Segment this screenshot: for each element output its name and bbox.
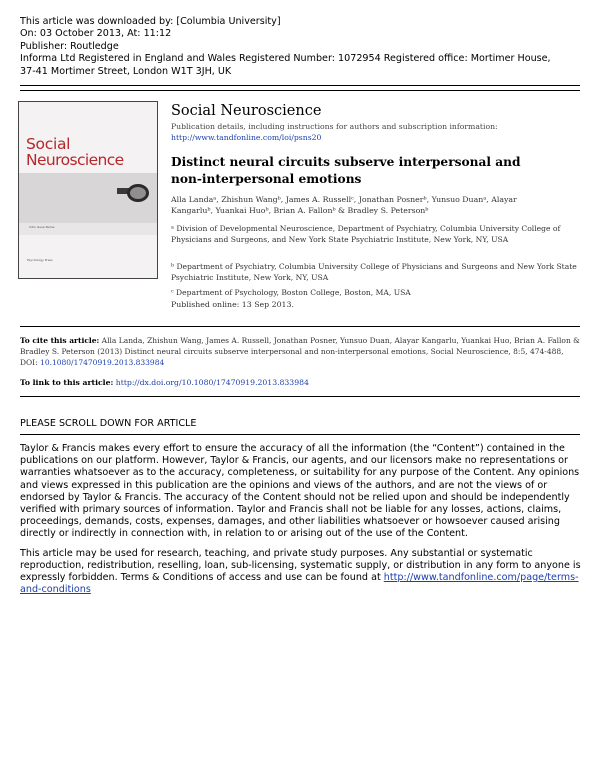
journal-name: Social Neuroscience [171,103,322,119]
authors-line1: Alla Landaᵃ, Zhishun Wangᵇ, James A. Russellᶜ, Jonathan Posnerᵇ, Yunsuo Duanᵃ, Alayar [171,195,517,204]
article-title-line2: non-interpersonal emotions [171,172,362,186]
header-divider-top [20,85,580,86]
disclaimer-paragraph-2 [20,548,588,597]
affiliation-a: ᵃ Division of Developmental Neuroscience, Department of Psychiatry, Columbia University College of Physicians and Surgeons, and New York State Psychiatric Institute, New York, NY, USA [171,224,561,244]
publication-details-text: Publication details, including instructions for authors and subscription information: [171,122,498,131]
publisher: Publisher: Routledge [20,40,119,52]
article-doi-url-link[interactable]: http://dx.doi.org/10.1080/17470919.2013.833984 [115,378,309,387]
publication-details [171,122,498,143]
disclaimer-paragraph-1: Taylor & Francis makes every effort to ensure the accuracy of all the information (the “Content”) contained in the publications on our platform. However, Taylor & Francis, our agents, and our licensors make no representations or warranties whatsoever as to the accuracy, completeness, or suitability for any purpose of the Content. Any opinions and views expressed in this publication are the opinions and views of the authors, and are not the views of or endorsed by Taylor & Francis. The accuracy of the Content should not be relied upon and should be independently verified with primary sources of information. Taylor and Francis shall not be liable for any losses, actions, claims, proceedings, demands, costs, expenses, damages, and other liabilities whatsoever or howsoever caused arising directly or indirectly in connection with, in relation to or arising out of the use of the Content. [20,443,580,540]
cover-small-text: Intro Issue Name [29,225,55,229]
cite-label: To cite this article: [20,336,100,345]
citation-block [20,335,580,368]
download-date: On: 03 October 2013, At: 11:12 [20,28,172,40]
cover-title-line2: Neuroscience [26,151,124,169]
affiliation-c: ᶜ Department of Psychology, Boston College, Boston, MA, USA [171,288,411,297]
disclaimer [20,443,588,603]
scroll-notice: PLEASE SCROLL DOWN FOR ARTICLE [20,418,197,429]
cover-publisher-text: Psychology Press [27,258,53,262]
affiliation-b: ᵇ Department of Psychiatry, Columbia University College of Physicians and Surgeons and New York State Psychiatric Institute, New York, NY, USA [171,262,577,282]
link-label: To link to this article: [20,378,114,387]
authors-line2: Kangarluᵇ, Yuankai Huoᵇ, Brian A. Fallonᵇ & Bradley S. Petersonᵇ [171,206,429,215]
notice-divider [20,434,580,435]
header-divider-bottom [20,90,580,91]
terms-and-conditions-link[interactable]: http://www.tandfonline.com/page/terms-and-conditions [20,572,579,596]
registered-office-line1: Informa Ltd Registered in England and Wales Registered Number: 1072954 Registered office: Mortimer House, [20,53,551,65]
registered-office-line2: 37-41 Mortimer Street, London W1T 3JH, UK [20,65,232,77]
download-header [20,16,590,78]
journal-cover-image [18,101,158,279]
journal-url-link[interactable]: http://www.tandfonline.com/loi/psns20 [171,132,322,142]
usage-terms-text: This article may be used for research, teaching, and private study purposes. Any substantial or systematic reproduction, redistribution, reselling, loan, sub-licensing, systematic supply, or distribution in any form to anyone is expressly forbidden. Terms & Conditions of access and use can be found at [20,547,581,584]
cover-title-line1: Social [26,135,71,153]
article-title [171,154,571,188]
published-online: Published online: 13 Sep 2013. [171,300,294,309]
citation-divider-top [20,326,580,327]
cite-text: Alla Landa, Zhishun Wang, James A. Russell, Jonathan Posner, Yunsuo Duan, Alayar Kangarlu, Yuankai Huo, Brian A. Fallon & Bradley S. Peterson (2013) Distinct neural circuits subserve interpersonal and non-interpersonal emotions, Social Neuroscience, 8:5, 474-488, DOI: [20,336,580,367]
eye-icon [127,184,149,202]
citation-divider-bottom [20,396,580,397]
author-list [171,194,583,216]
download-source: This article was downloaded by: [Columbia University] [20,16,281,27]
cite-doi-link[interactable]: 10.1080/17470919.2013.833984 [40,358,165,367]
link-to-article [20,377,309,388]
article-title-line1: Distinct neural circuits subserve interpersonal and [171,155,521,169]
